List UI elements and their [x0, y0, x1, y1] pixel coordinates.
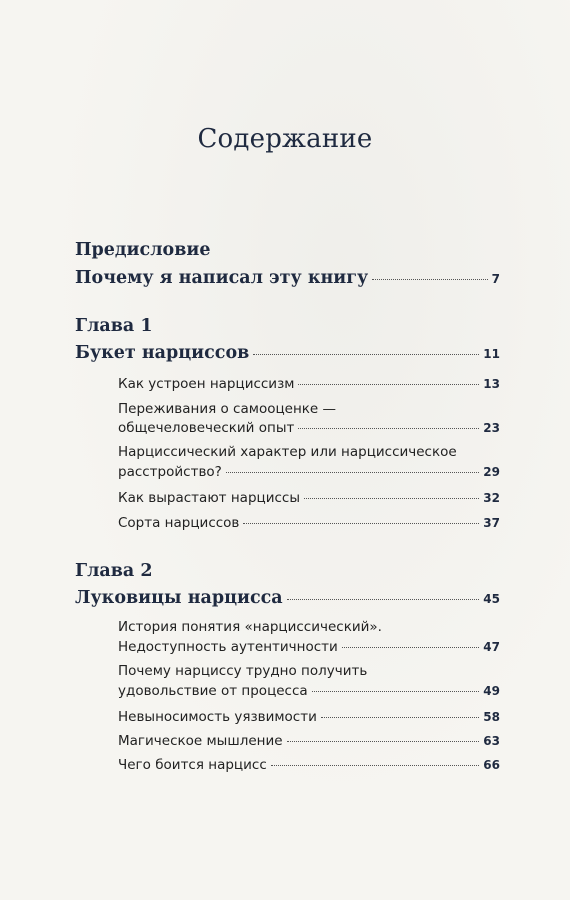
toc-subentry[interactable] — [118, 515, 500, 531]
toc-subentry-label: общечеловеческий опыт — [118, 420, 295, 436]
toc-subentry-line1: Нарциссический характер или нарциссическое — [118, 444, 457, 460]
dot-leader — [226, 472, 479, 473]
toc-subentry[interactable] — [118, 683, 500, 699]
page-number: 13 — [483, 377, 500, 391]
dot-leader — [271, 765, 480, 766]
toc-subentry-label: Сорта нарциссов — [118, 515, 240, 531]
toc-subentry[interactable] — [118, 420, 500, 436]
toc-subentry[interactable] — [118, 733, 500, 749]
toc-subentry-label: Как вырастают нарциссы — [118, 490, 300, 506]
toc-entry-label: Почему я написал эту книгу — [75, 268, 369, 288]
toc-entry-chapter1[interactable] — [75, 343, 500, 363]
dot-leader — [298, 428, 479, 429]
toc-entry-preface[interactable] — [75, 268, 500, 288]
toc-subentry[interactable] — [118, 757, 500, 773]
page-number: 32 — [483, 491, 500, 505]
toc-subentry-line1: История понятия «нарциссический». — [118, 619, 382, 635]
dot-leader — [372, 279, 487, 280]
toc-subentry-label: Магическое мышление — [118, 733, 283, 749]
dot-leader — [298, 384, 479, 385]
toc-entry-label: Луковицы нарцисса — [75, 588, 283, 608]
toc-subentry-label: расстройство? — [118, 464, 222, 480]
page-number: 23 — [483, 421, 500, 435]
preface-heading: Предисловие — [75, 240, 211, 260]
dot-leader — [253, 354, 479, 355]
toc-subentry[interactable] — [118, 464, 500, 480]
dot-leader — [287, 741, 480, 742]
dot-leader — [342, 647, 480, 648]
toc-subentry-label: Чего боится нарцисс — [118, 757, 267, 773]
toc-entry-label: Букет нарциссов — [75, 343, 250, 363]
dot-leader — [243, 523, 479, 524]
dot-leader — [312, 691, 480, 692]
page-number: 66 — [483, 758, 500, 772]
page-number: 29 — [483, 465, 500, 479]
page-number: 47 — [483, 640, 500, 654]
toc-subentry[interactable] — [118, 376, 500, 392]
page-number: 7 — [491, 272, 500, 286]
toc-subentry-line1: Почему нарциссу трудно получить — [118, 663, 368, 679]
dot-leader — [287, 599, 480, 600]
toc-subentry[interactable] — [118, 709, 500, 725]
dot-leader — [321, 717, 479, 718]
page-title: Содержание — [197, 124, 373, 154]
toc-entry-chapter2[interactable] — [75, 588, 500, 608]
toc-subentry[interactable] — [118, 490, 500, 506]
page-number: 37 — [483, 516, 500, 530]
page-number: 63 — [483, 734, 500, 748]
chapter1-heading: Глава 1 — [75, 316, 153, 336]
toc-subentry[interactable] — [118, 639, 500, 655]
toc-subentry-label: Недоступность аутентичности — [118, 639, 338, 655]
page-number: 45 — [483, 592, 500, 606]
page-number: 11 — [483, 347, 500, 361]
toc-subentry-label: удовольствие от процесса — [118, 683, 308, 699]
page-number: 49 — [483, 684, 500, 698]
toc-subentry-line1: Переживания о самооценке — — [118, 401, 337, 417]
toc-subentry-label: Как устроен нарциссизм — [118, 376, 295, 392]
page-number: 58 — [483, 710, 500, 724]
toc-subentry-label: Невыносимость уязвимости — [118, 709, 317, 725]
dot-leader — [304, 498, 479, 499]
chapter2-heading: Глава 2 — [75, 561, 153, 581]
